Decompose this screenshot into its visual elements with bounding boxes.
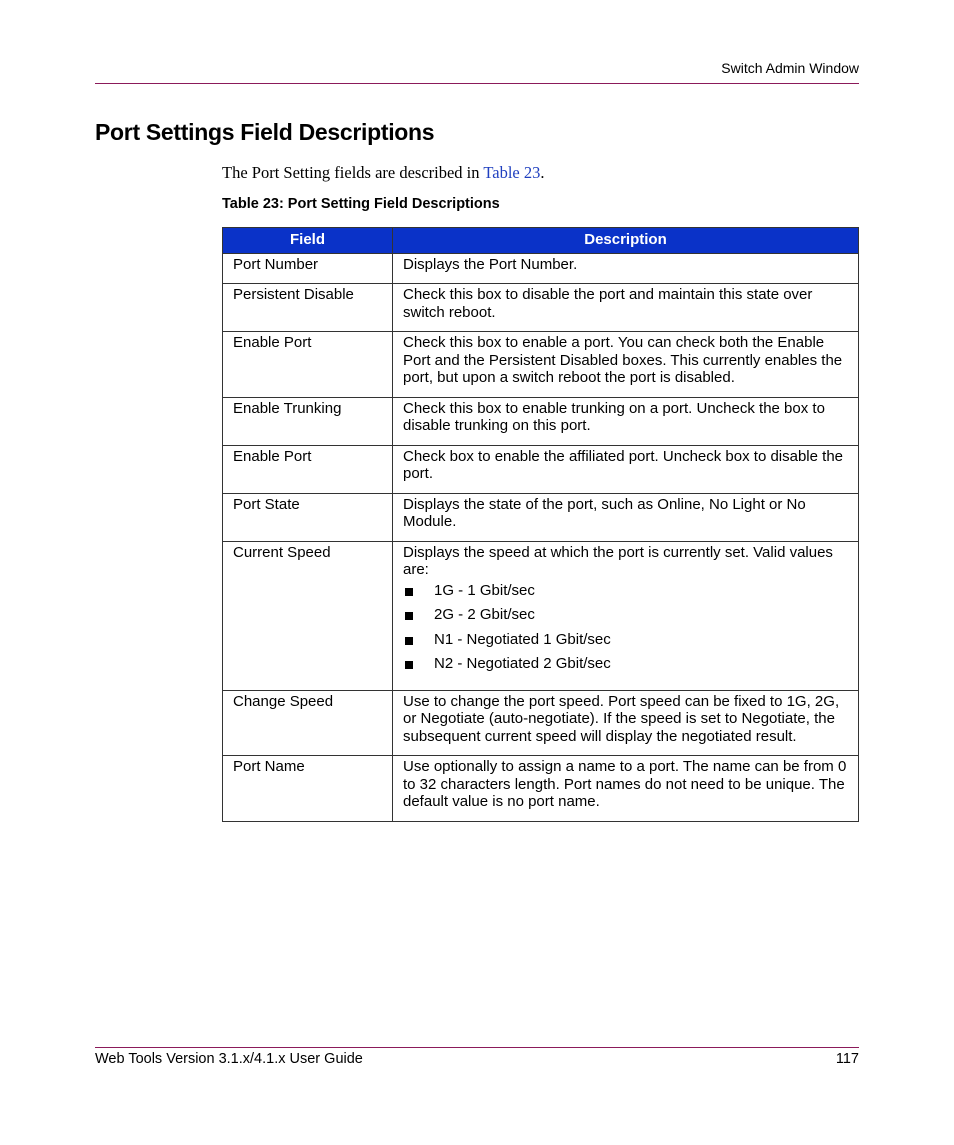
table-row [223, 332, 859, 398]
field-name-cell: Port State [223, 493, 393, 541]
list-item: N1 - Negotiated 1 Gbit/sec [403, 631, 848, 649]
table-row [223, 284, 859, 332]
table-row [223, 253, 859, 284]
section-title: Port Settings Field Descriptions [95, 119, 435, 145]
intro-text: The Port Setting fields are described in [222, 163, 484, 182]
page-number: 117 [835, 1051, 859, 1067]
description-text: Check this box to enable a port. You can check both the Enable Port and the Persistent Disabled boxes. This currently enables the port, but upon a switch reboot the port is disabled. [403, 334, 843, 386]
field-description-cell [393, 493, 859, 541]
field-name-cell: Current Speed [223, 541, 393, 690]
field-name-cell: Persistent Disable [223, 284, 393, 332]
column-header-field: Field [223, 228, 393, 254]
field-name-cell: Port Number [223, 253, 393, 284]
field-description-cell [393, 756, 859, 822]
table-row [223, 541, 859, 690]
description-text: Check this box to enable trunking on a port. Uncheck the box to disable trunking on this port. [403, 399, 825, 434]
table-row [223, 397, 859, 445]
field-name-cell: Change Speed [223, 690, 393, 756]
column-header-description: Description [393, 228, 859, 254]
intro-text-end: . [540, 163, 545, 182]
table-row [223, 756, 859, 822]
footer-guide-title: Web Tools Version 3.1.x/4.1.x User Guide [95, 1051, 363, 1067]
description-text: Use optionally to assign a name to a port. The name can be from 0 to 32 characters length. Port names do not need to be unique. The default value is no port name. [403, 758, 847, 810]
intro-paragraph [222, 163, 545, 183]
description-text: Displays the Port Number. [403, 255, 578, 273]
description-text: Displays the state of the port, such as Online, No Light or No Module. [403, 495, 806, 530]
list-item: 2G - 2 Gbit/sec [403, 606, 848, 624]
table-row [223, 493, 859, 541]
table-reference-link[interactable]: Table 23 [483, 163, 541, 182]
footer-rule [95, 1047, 859, 1048]
description-text: Displays the speed at which the port is currently set. Valid values are: [403, 543, 833, 578]
speed-values-list [403, 582, 848, 673]
description-text: Use to change the port speed. Port speed can be fixed to 1G, 2G, or Negotiate (auto-negotiate). If the speed is set to Negotiate, the subsequent current speed will display the negotiated result. [403, 692, 840, 745]
table-header-row [223, 228, 859, 254]
table-row [223, 445, 859, 493]
description-text: Check this box to disable the port and maintain this state over switch reboot. [403, 286, 813, 321]
table-caption: Table 23: Port Setting Field Descriptions [222, 196, 500, 212]
field-name-cell: Enable Port [223, 445, 393, 493]
list-item: 1G - 1 Gbit/sec [403, 582, 848, 600]
field-description-cell [393, 332, 859, 398]
description-text: Check box to enable the affiliated port. Uncheck box to disable the port. [403, 447, 844, 482]
field-descriptions-table [222, 227, 859, 822]
field-description-cell [393, 541, 859, 690]
field-description-cell [393, 253, 859, 284]
table-body [223, 253, 859, 821]
field-description-cell [393, 690, 859, 756]
running-header: Switch Admin Window [721, 60, 859, 76]
field-name-cell: Port Name [223, 756, 393, 822]
field-name-cell: Enable Trunking [223, 397, 393, 445]
table-row [223, 690, 859, 756]
field-name-cell: Enable Port [223, 332, 393, 398]
field-description-cell [393, 397, 859, 445]
list-item: N2 - Negotiated 2 Gbit/sec [403, 655, 848, 673]
field-description-cell [393, 445, 859, 493]
header-rule [95, 83, 859, 84]
field-description-cell [393, 284, 859, 332]
